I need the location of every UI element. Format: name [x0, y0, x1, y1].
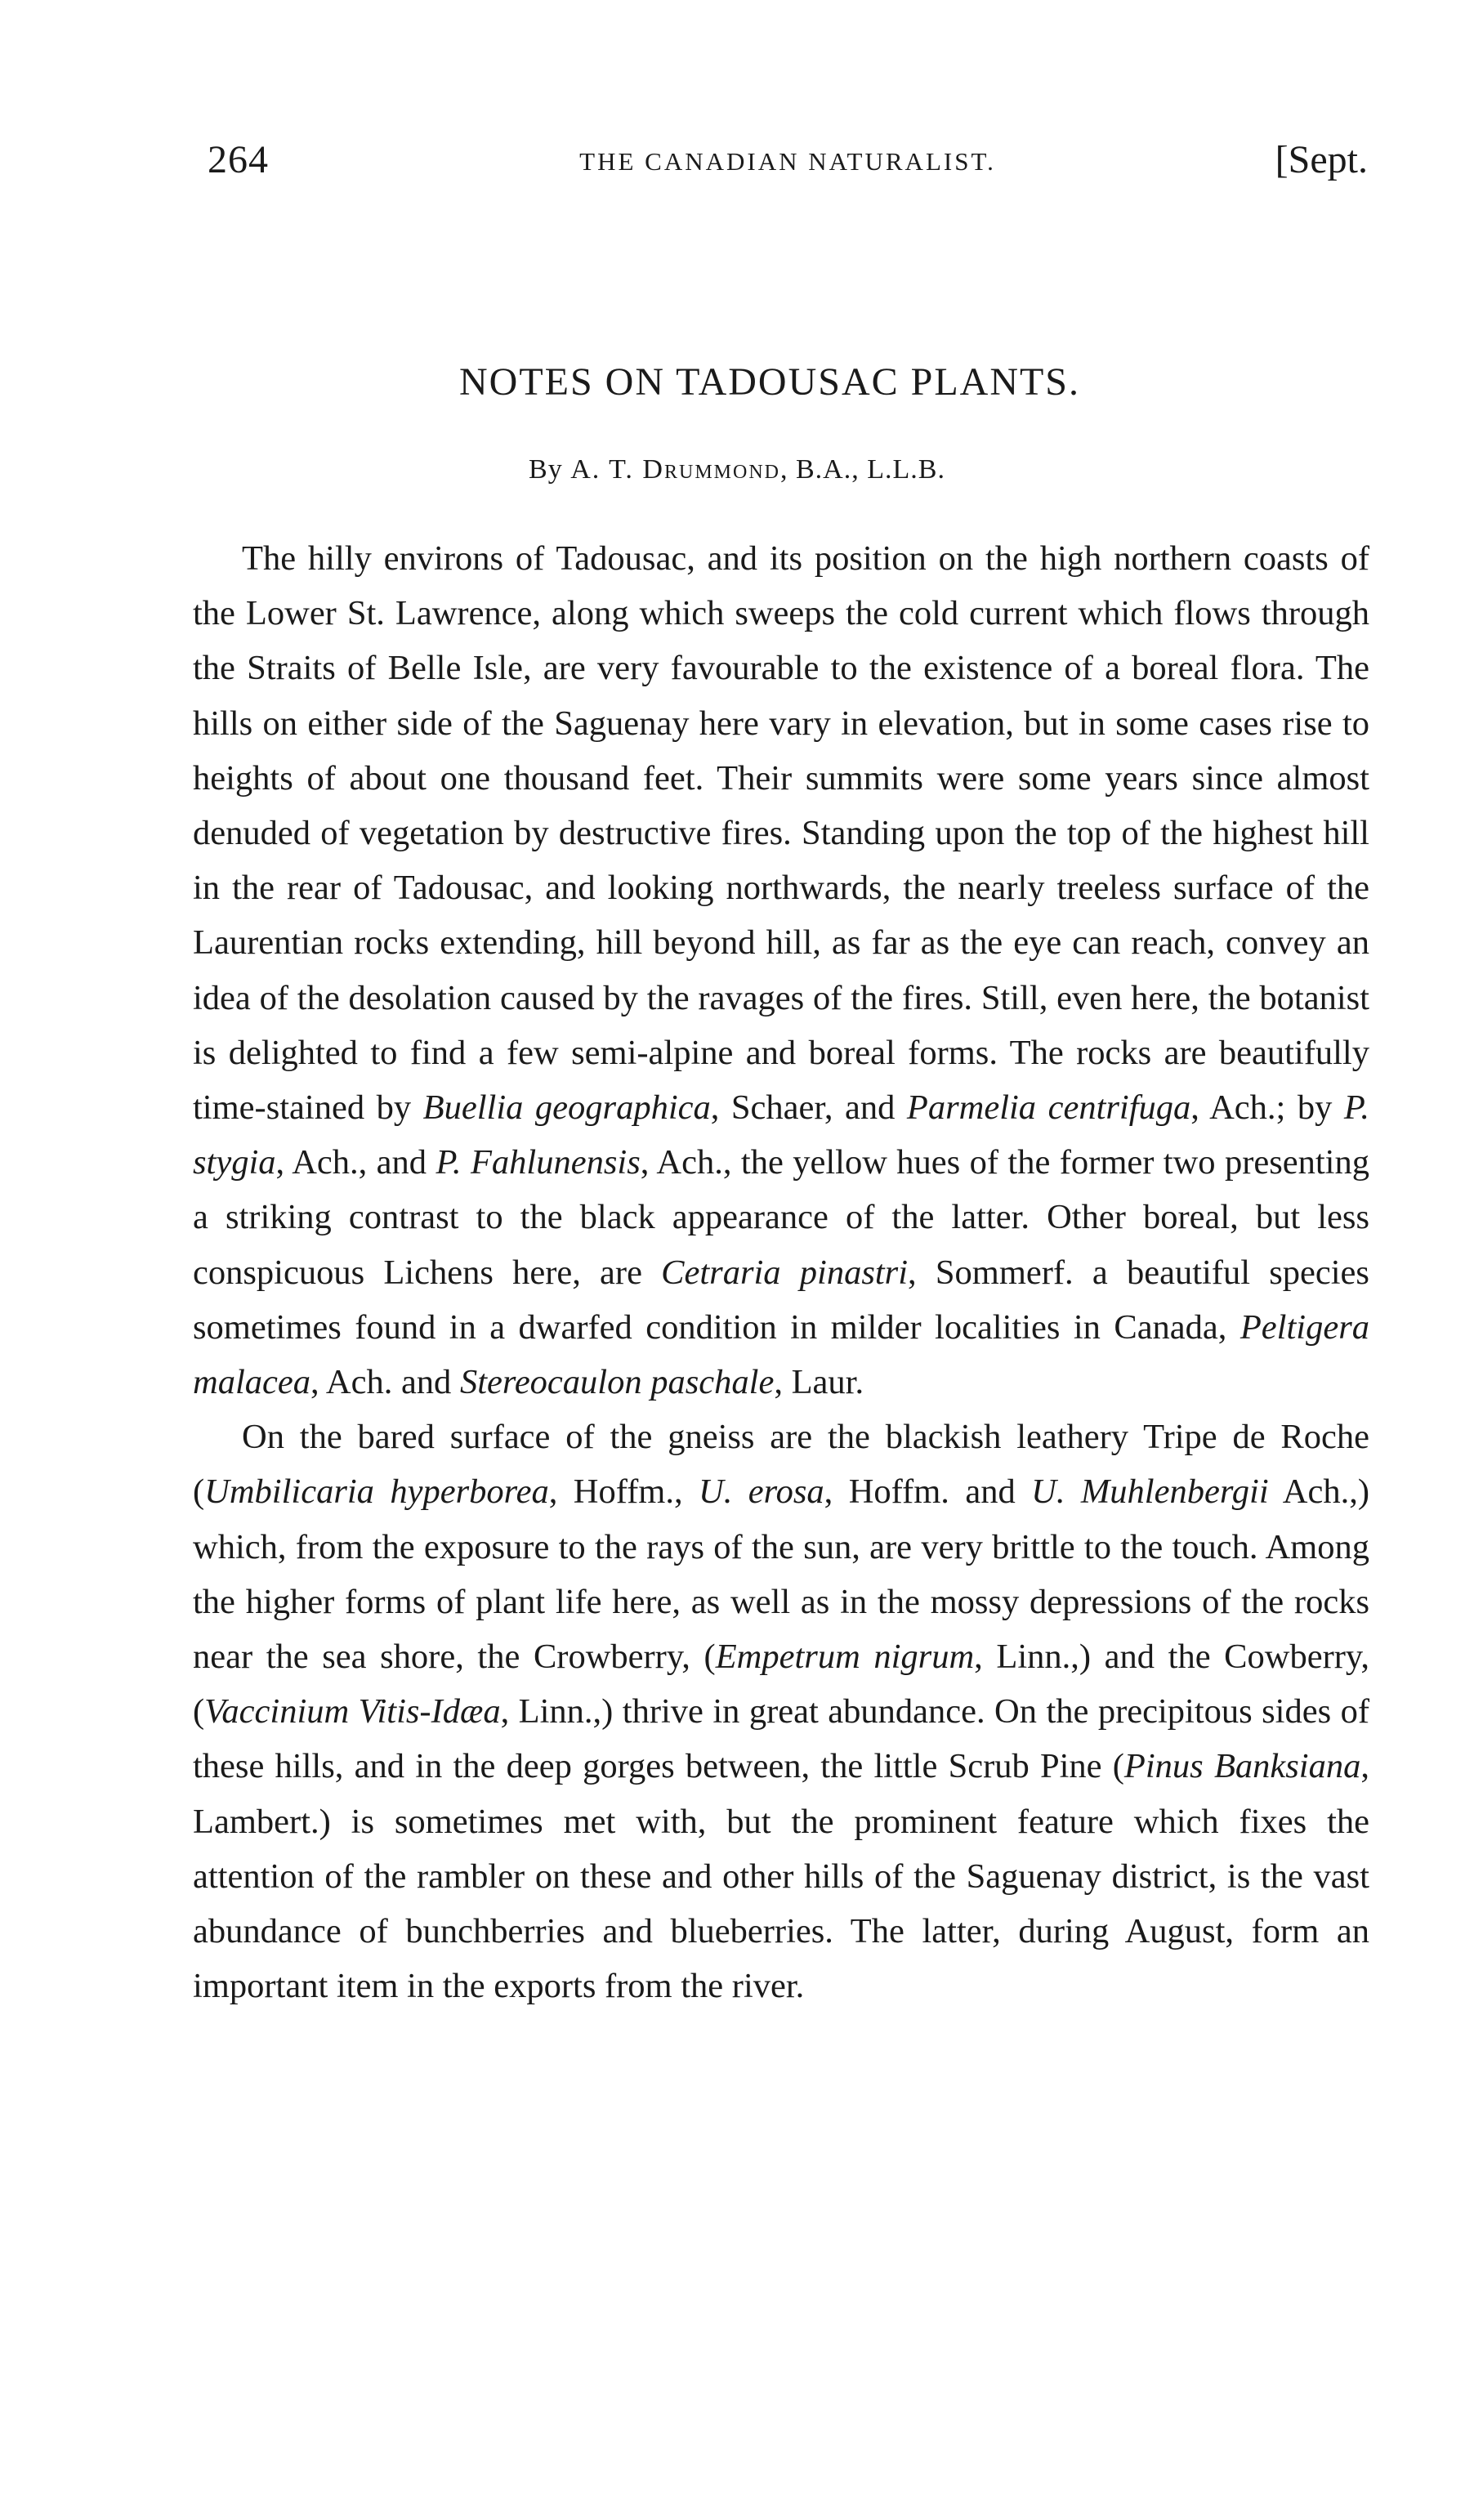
byline — [0, 454, 1474, 485]
species-name: Pinus Banksiana — [1123, 1747, 1361, 1786]
page-number: 264 — [208, 138, 269, 181]
article-title: NOTES ON TADOUSAC PLANTS. — [459, 360, 1080, 404]
text-run: , Ach.; by — [1190, 1088, 1344, 1128]
running-head — [208, 137, 1368, 186]
text-run: , Linn.,) and the Cowberry, ( — [193, 1638, 1369, 1731]
author-credentials: , B.A., L.L.B. — [780, 454, 945, 485]
text-run: , Ach. and — [310, 1363, 460, 1402]
species-name: P. stygia — [193, 1088, 1369, 1182]
species-name: Buellia geographica — [422, 1088, 711, 1128]
text-run: , Hoffm., — [548, 1472, 699, 1512]
author-name: A. T. Drummond — [570, 454, 780, 485]
species-name: Vaccinium Vitis-Idæa — [204, 1692, 501, 1731]
text-run: The hilly environs of Tadousac, and its position on the high northern coasts of the Lower St. Lawrence, along which sweeps the cold current which flows through the Straits of Belle Isle, are very favourable to the existence of a boreal flora. The hills on either side of the Saguenay here vary in elevation, but in some cases rise to heights of about one thousand feet. Their summits were some years since almost denuded of vegetation by destructive fires. Standing upon the top of the highest hill in the rear of Tadousac, and looking northwards, the nearly treeless surface of the Laurentian rocks extending, hill beyond hill, as far as the eye can reach, convey an idea of the desolation caused by the ravages of the fires. Still, even here, the botanist is delighted to find a few semi-alpine and boreal forms. The rocks are beautifully time-stained by — [193, 539, 1369, 1128]
text-run: , Hoffm. and — [824, 1472, 1032, 1512]
text-run: , Sommerf. a beautiful species sometimes found in a dwarfed condition in milder localities in Canada, — [193, 1253, 1369, 1347]
species-name: Empetrum nigrum — [715, 1638, 975, 1677]
text-run: , Ach., the yellow hues of the former two presenting a striking contrast to the black appearance of the latter. Other boreal, but less conspicuous Lichens here, are — [193, 1143, 1369, 1292]
running-head-month: [Sept. — [1275, 138, 1368, 181]
journal-running-title: THE CANADIAN NATURALIST. — [579, 147, 996, 176]
species-name: P. Fahlunensis — [436, 1143, 641, 1182]
paragraph — [193, 1410, 1369, 2013]
species-name: U. Muhlenbergii — [1031, 1472, 1269, 1512]
article-body — [193, 531, 1369, 2013]
text-run: On the bared surface of the gneiss are the blackish leathery Tripe de Roche ( — [193, 1418, 1369, 1512]
text-run: , Schaer, and — [710, 1088, 907, 1128]
species-name: Parmelia centrifuga — [906, 1088, 1191, 1128]
paragraph — [193, 531, 1369, 1410]
species-name: Umbilicaria hyperborea — [204, 1472, 549, 1512]
text-run: , Linn.,) thrive in great abundance. On the precipitous sides of these hills, and in the deep gorges between, the little Scrub Pine ( — [193, 1692, 1369, 1786]
species-name: U. erosa — [699, 1472, 824, 1512]
text-run: , Laur. — [774, 1363, 864, 1402]
text-run: Ach.,) which, from the exposure to the rays of the sun, are very brittle to the touch. Among the higher forms of plant life here, as well as in the mossy depressions of the rocks near the sea shore, the Crowberry, ( — [193, 1472, 1369, 1677]
text-run: , Lambert.) is sometimes met with, but the prominent feature which fixes the attention of the rambler on these and other hills of the Saguenay district, is the vast abundance of bunchberries and blueberries. The latter, during August, form an important item in the exports from the river. — [193, 1747, 1369, 2006]
text-run: , Ach., and — [275, 1143, 436, 1182]
byline-prefix: By — [529, 454, 571, 485]
species-name: Cetraria pinastri — [661, 1253, 909, 1292]
species-name: Peltigera malacea — [193, 1307, 1369, 1402]
species-name: Stereocaulon paschale — [459, 1363, 775, 1402]
